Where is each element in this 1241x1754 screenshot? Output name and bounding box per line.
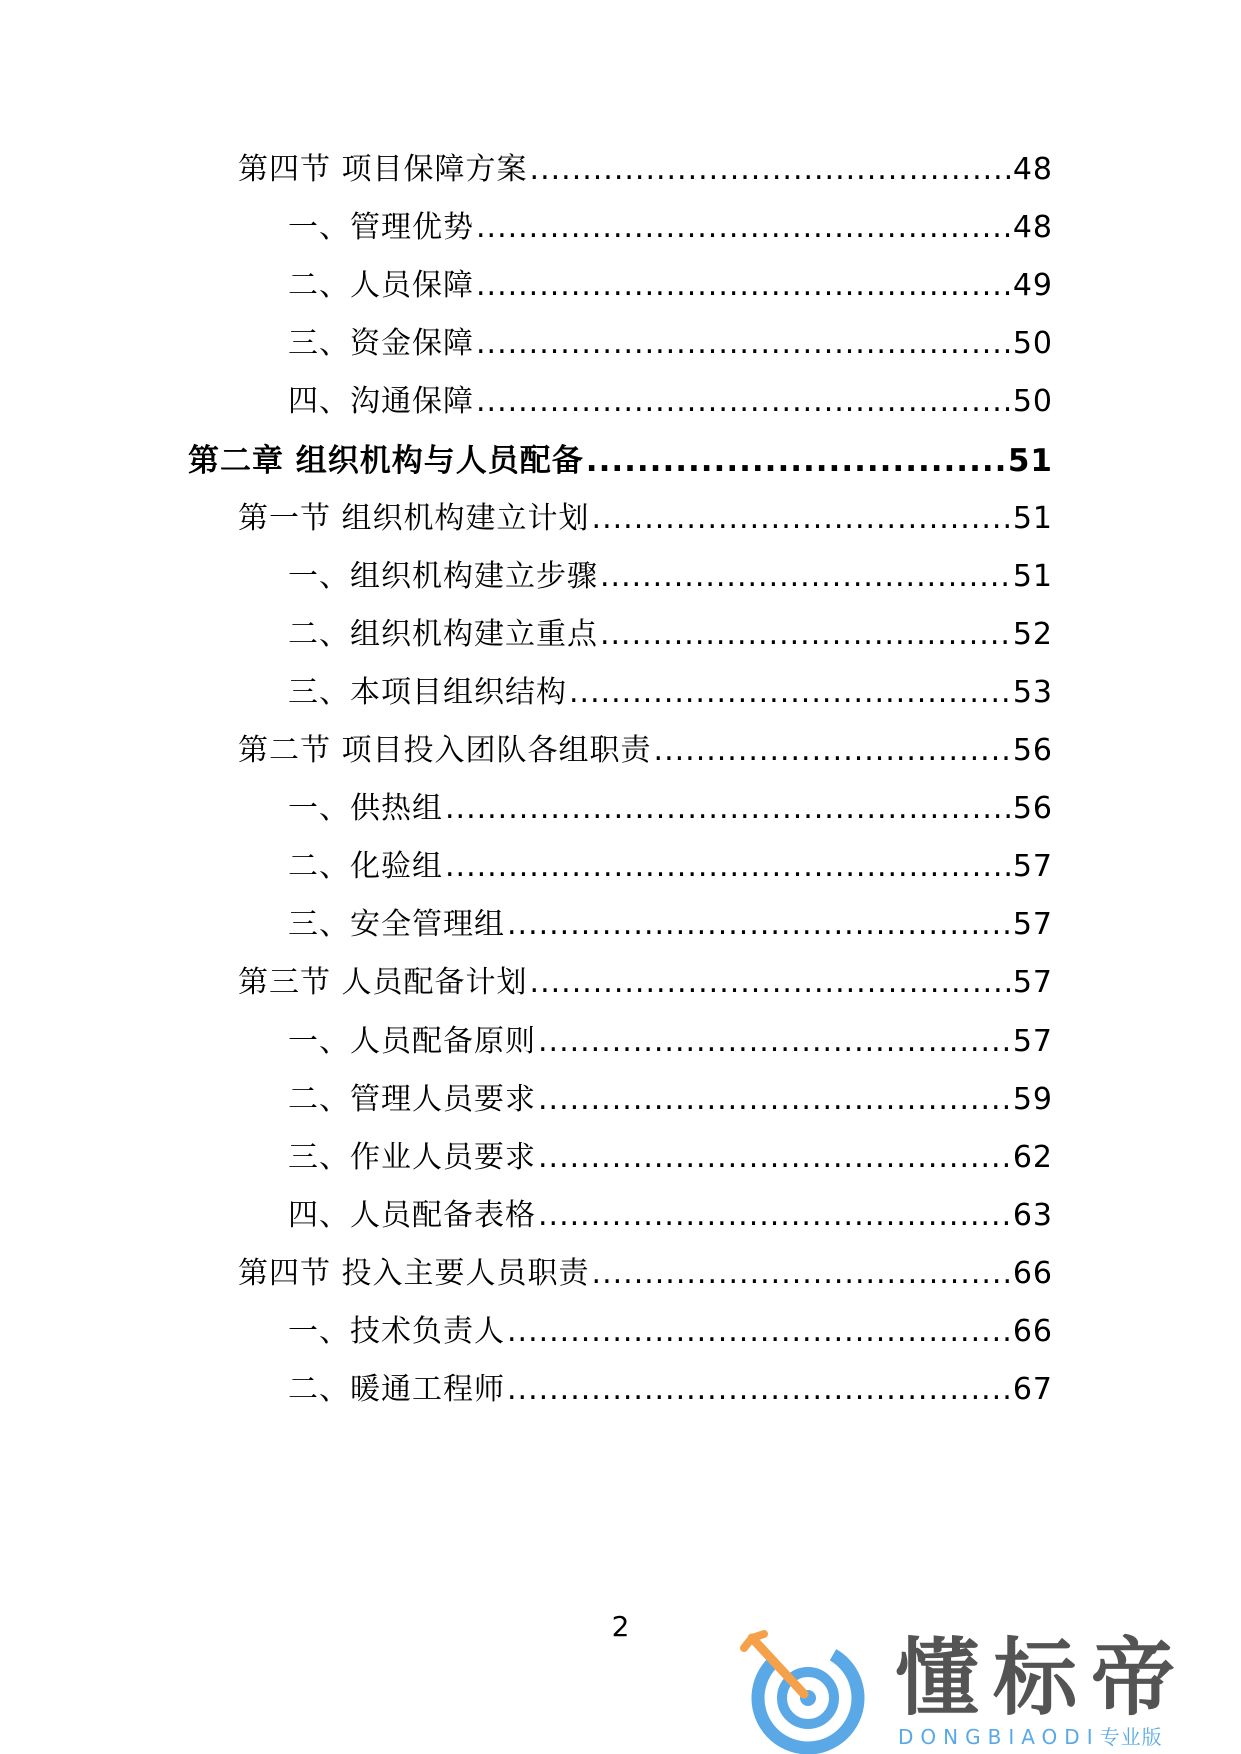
toc-entry <box>238 150 1053 190</box>
toc-entry-title: 二、暖通工程师 <box>288 1372 505 1407</box>
toc-entry <box>288 1080 1053 1120</box>
toc-leader-dots <box>538 1196 1011 1236</box>
toc-entry <box>288 847 1053 887</box>
toc-entry-page: 51 <box>1012 559 1053 594</box>
toc-entry <box>288 1138 1053 1178</box>
toc-leader-dots <box>507 905 1011 945</box>
page-number: 2 <box>611 1610 630 1643</box>
toc-entry-page: 49 <box>1012 268 1053 303</box>
toc-leader-dots <box>538 1022 1011 1062</box>
toc-entry <box>238 1254 1053 1294</box>
toc-entry-page: 66 <box>1012 1314 1053 1349</box>
toc-entry-title: 四、沟通保障 <box>288 384 474 419</box>
toc-entry <box>288 673 1053 713</box>
watermark-subtitle-latin: DONGBIAODI <box>898 1725 1100 1749</box>
toc-entry <box>288 266 1053 306</box>
toc-entry-title: 二、人员保障 <box>288 268 474 303</box>
toc-leader-dots <box>507 1370 1011 1410</box>
toc-leader-dots <box>476 324 1011 364</box>
toc-entry-page: 57 <box>1012 849 1053 884</box>
toc-entry-page: 48 <box>1012 152 1053 187</box>
toc-entry <box>238 731 1053 771</box>
toc-entry-title: 一、人员配备原则 <box>288 1024 536 1059</box>
toc-leader-dots <box>538 1080 1011 1120</box>
toc-entry-page: 53 <box>1012 675 1053 710</box>
toc-entry-title: 三、安全管理组 <box>288 907 505 942</box>
toc-leader-dots <box>600 557 1011 597</box>
toc-entry <box>288 1196 1053 1236</box>
toc-entry-title: 第四节 项目保障方案 <box>238 152 528 187</box>
toc-entry <box>188 441 1053 481</box>
toc-entry <box>288 615 1053 655</box>
toc-entry-title: 第四节 投入主要人员职责 <box>238 1256 590 1291</box>
toc-entry-title: 第二章 组织机构与人员配备 <box>188 443 584 479</box>
toc-entry-page: 48 <box>1012 210 1053 245</box>
toc-entry-page: 57 <box>1012 907 1053 942</box>
toc-leader-dots <box>530 150 1011 190</box>
toc-entry-page: 51 <box>1007 443 1053 479</box>
toc-entry-title: 一、技术负责人 <box>288 1314 505 1349</box>
toc-entry-page: 57 <box>1012 1024 1053 1059</box>
toc-leader-dots <box>476 208 1011 248</box>
toc-entry <box>288 382 1053 422</box>
toc-leader-dots <box>592 499 1011 539</box>
toc-entry-title: 一、供热组 <box>288 791 443 826</box>
toc-entry-title: 三、资金保障 <box>288 326 474 361</box>
toc-entry <box>288 208 1053 248</box>
toc-leader-dots <box>654 731 1011 771</box>
toc-entry-title: 一、管理优势 <box>288 210 474 245</box>
toc-entry <box>288 557 1053 597</box>
toc-leader-dots <box>586 441 1006 481</box>
watermark-brand: 懂标帝 <box>895 1629 1190 1727</box>
toc-leader-dots <box>592 1254 1011 1294</box>
toc-entry-title: 四、人员配备表格 <box>288 1198 536 1233</box>
toc-entry-title: 二、组织机构建立重点 <box>288 617 598 652</box>
toc-entry-page: 66 <box>1012 1256 1053 1291</box>
toc-entry <box>288 1312 1053 1352</box>
toc-entry-page: 56 <box>1012 733 1053 768</box>
toc-leader-dots <box>538 1138 1011 1178</box>
toc-entry-title: 二、化验组 <box>288 849 443 884</box>
toc-entry <box>288 324 1053 364</box>
toc-leader-dots <box>569 673 1011 713</box>
toc-leader-dots <box>476 382 1011 422</box>
toc-entry-title: 一、组织机构建立步骤 <box>288 559 598 594</box>
toc-entry-title: 第二节 项目投入团队各组职责 <box>238 733 652 768</box>
toc-entry-title: 第三节 人员配备计划 <box>238 965 528 1000</box>
toc-leader-dots <box>507 1312 1011 1352</box>
toc-entry-title: 三、作业人员要求 <box>288 1140 536 1175</box>
toc-entry-title: 二、管理人员要求 <box>288 1082 536 1117</box>
toc-entry <box>288 1370 1053 1410</box>
toc-entry-page: 51 <box>1012 501 1053 536</box>
toc-entry <box>238 499 1053 539</box>
toc-entry-page: 50 <box>1012 384 1053 419</box>
toc-entry-page: 56 <box>1012 791 1053 826</box>
toc-entry-page: 50 <box>1012 326 1053 361</box>
toc-entry-title: 三、本项目组织结构 <box>288 675 567 710</box>
toc-entry-page: 67 <box>1012 1372 1053 1407</box>
toc-leader-dots <box>476 266 1011 306</box>
watermark-subtitle-cn: 专业版 <box>1099 1725 1163 1749</box>
toc-entry <box>288 1022 1053 1062</box>
watermark-subtitle <box>898 1726 1163 1748</box>
toc-leader-dots <box>445 789 1011 829</box>
toc-entry-page: 59 <box>1012 1082 1053 1117</box>
toc-entry-page: 62 <box>1012 1140 1053 1175</box>
toc-entry <box>288 905 1053 945</box>
toc-entry <box>238 963 1053 1003</box>
toc-entry-title: 第一节 组织机构建立计划 <box>238 501 590 536</box>
toc-entry-page: 63 <box>1012 1198 1053 1233</box>
target-arrow-icon <box>740 1630 868 1754</box>
watermark <box>740 1630 1220 1750</box>
toc-leader-dots <box>445 847 1011 887</box>
toc-entry-page: 57 <box>1012 965 1053 1000</box>
toc-leader-dots <box>530 963 1011 1003</box>
toc-entry <box>288 789 1053 829</box>
toc-entry-page: 52 <box>1012 617 1053 652</box>
toc-leader-dots <box>600 615 1011 655</box>
